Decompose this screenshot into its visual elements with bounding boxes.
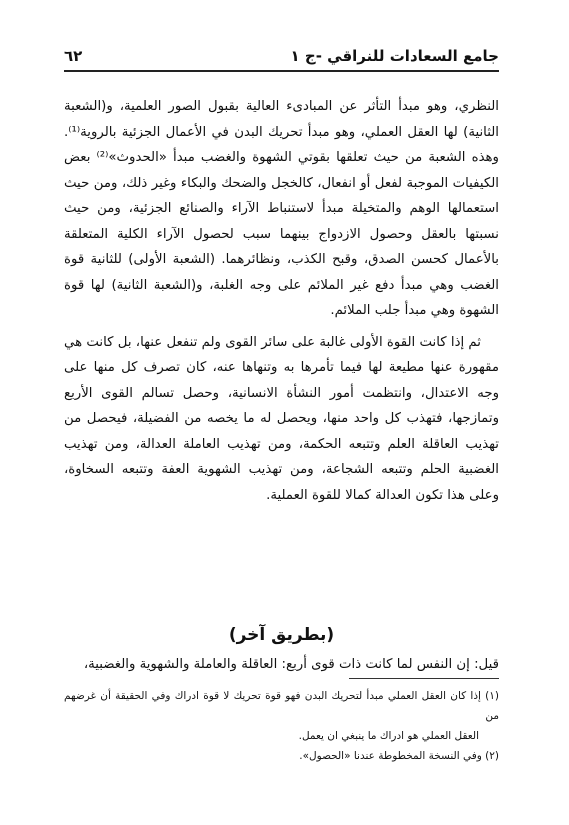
paragraph-1: النظري، وهو مبدأ التأثر عن المبادىء العالية بقبول الصور العلمية، و(الشعبة الثانية) لها العقل العملي، وهو مبدأ تحريك البدن في الأعمال الجزئية بالروية⁽¹⁾. وهذه الشعبة من حيث تعلقها بقوتي الشهوة والغضب مبدأ «الحدوث»⁽²⁾ بعض الكيفيات الموجبة لفعل أو انفعال، كالخجل والضحك والبكاء وغير ذلك، ومن حيث استعمالها الوهم والمتخيلة مبدأ لاستنباط الآراء والصنائع الجزئية، ومن حيث نسبتها بالعقل وحصول الازدواج بينهما سبب لحصول الآراء الكلية المتعلقة بالأعمال كحسن الصدق، وقبح الكذب، ونظائرهما. (الشعبة الأولى) للثانية قوة الغضب وهي مبدأ دفع غير الملائم على وجه الغلبة، و(الشعبة الثانية) لها قوة الشهوة وهي مبدأ جلب الملائم.	[64, 99, 499, 318]
footnote-2: (٢) وفي النسخة المخطوطة عندنا «الحصول».	[299, 750, 499, 762]
closing-line: قيل: إن النفس لما كانت ذات قوى أربع: العاقلة والعاملة والشهوية والغضبية،	[83, 657, 499, 672]
page-header	[64, 44, 499, 68]
header-divider	[64, 70, 499, 72]
paragraph-2: ثم إذا كانت القوة الأولى غالبة على سائر القوى ولم تنفعل عنها، بل كانت هي مقهورة عنها مطيعة لها فيما تأمرها به وتنهاها عنه، كان تصرف كل منها على وجه الاعتدال، وانتظمت أمور النشأة الانسانية، وحصل تسالم القوى الأربع وتمازجها، فتهذب كل واحد منها، ويحصل له ما يخصه من الفضيلة، فيحصل من تهذيب العاقلة العلم وتتبعه الحكمة، ومن تهذيب العاملة العدالة، ومن تهذيب الغضبية الحلم وتتبعه الشجاعة، ومن تهذيب الشهوية العفة وتتبعه السخاوة، وعلى هذا تكون العدالة كمالا للقوة العملية.	[64, 334, 499, 503]
section-heading: (بطريق آخر)	[228, 625, 335, 645]
book-title: جامع السعادات للنراقي -ج ١	[290, 47, 499, 65]
main-text	[64, 94, 499, 508]
footnote-divider	[349, 678, 499, 679]
page-number: ٦٢	[64, 47, 83, 65]
footnotes	[64, 686, 499, 766]
footnote-1-continuation: العقل العملي هو ادراك ما ينبغي ان يعمل.	[298, 730, 479, 742]
footnote-1: (١) إذا كان العقل العملي مبدأ لتحريك البدن فهو قوة تحريك لا قوة ادراك وفي الحقيقة أن غرضهم من	[64, 690, 499, 722]
